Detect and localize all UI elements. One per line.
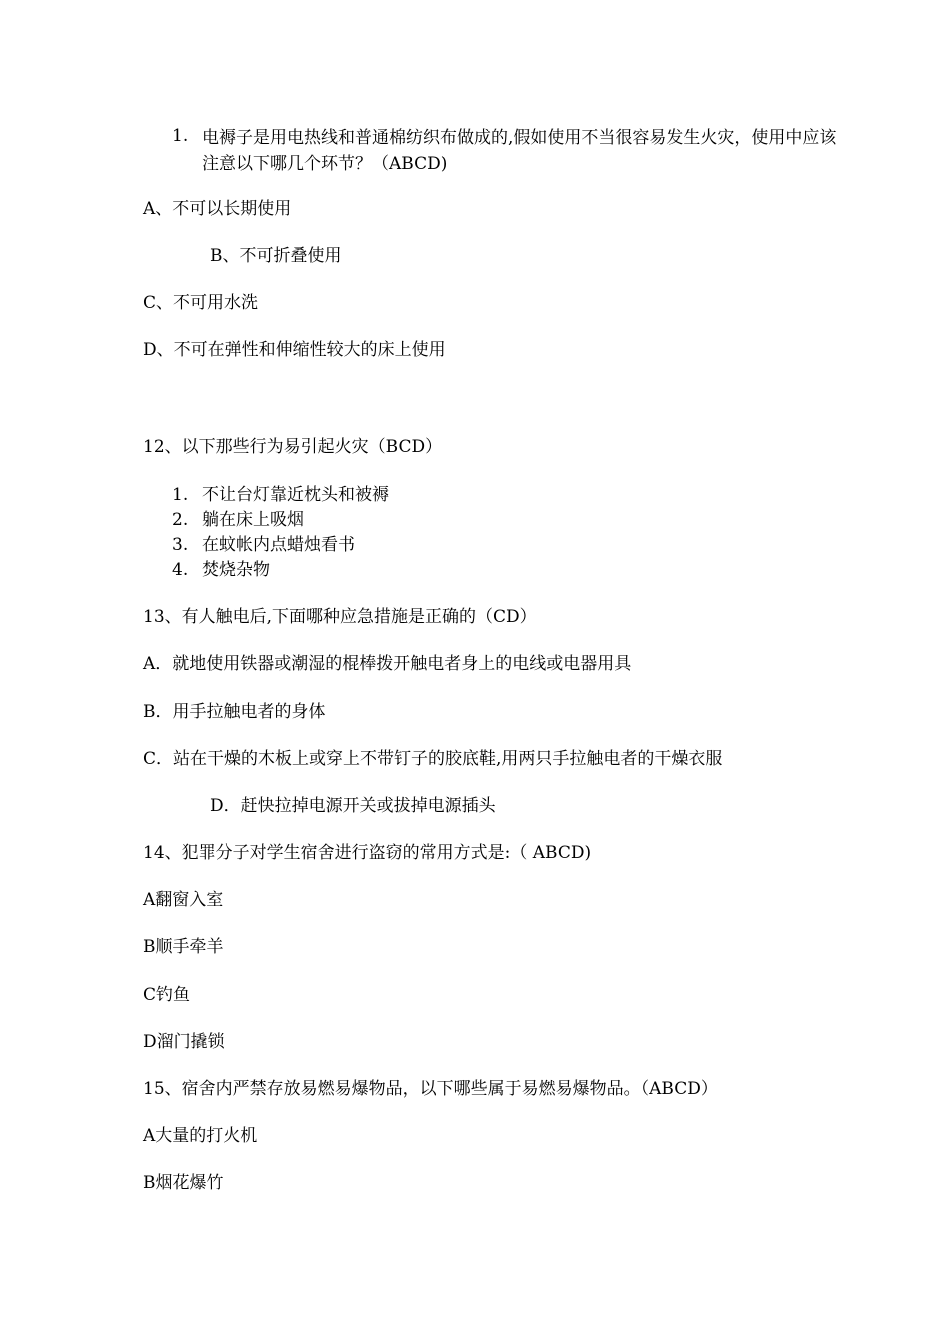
q15-option-b: B烟花爆竹 [143, 1173, 224, 1193]
q15-option-a: A大量的打火机 [143, 1126, 258, 1146]
q13-option-a: A．就地使用铁器或潮湿的棍棒拨开触电者身上的电线或电器用具 [143, 654, 632, 674]
q1-question-text: 电褥子是用电热线和普通棉纺织布做成的,假如使用不当很容易发生火灾，使用中应该注意以下哪几个环节？（ABCD) [202, 128, 837, 174]
list-item-number: 3. [172, 535, 189, 555]
list-item-number: 2. [172, 510, 189, 530]
q1-option-c: C、不可用水洗 [143, 293, 259, 313]
list-item-number: 1. [172, 485, 189, 505]
q1-option-a: A、不可以长期使用 [143, 199, 292, 219]
list-item-text: 在蚊帐内点蜡烛看书 [202, 535, 355, 555]
q14-option-a: A翻窗入室 [143, 890, 224, 910]
q14-option-b: B顺手牵羊 [143, 937, 224, 957]
list-item-text: 焚烧杂物 [202, 560, 270, 580]
q13-question-text: 13、有人触电后,下面哪种应急措施是正确的（CD） [143, 607, 537, 627]
q1-option-d: D、不可在弹性和伸缩性较大的床上使用 [143, 340, 446, 360]
list-item-text: 不让台灯靠近枕头和被褥 [202, 485, 389, 505]
q15-question-text: 15、宿舍内严禁存放易燃易爆物品，以下哪些属于易燃易爆物品。（ABCD） [143, 1079, 718, 1099]
q14-option-d: D溜门撬锁 [143, 1032, 225, 1052]
list-item-number: 4. [172, 560, 189, 580]
q13-option-c: C．站在干燥的木板上或穿上不带钉子的胶底鞋,用两只手拉触电者的干燥衣服 [143, 749, 723, 769]
q1-number: 1. [172, 126, 189, 146]
list-item-text: 躺在床上吸烟 [202, 510, 304, 530]
q14-option-c: C钓鱼 [143, 985, 191, 1005]
q12-question-text: 12、以下那些行为易引起火灾（BCD） [143, 437, 443, 457]
q14-question-text: 14、犯罪分子对学生宿舍进行盗窃的常用方式是:（ ABCD) [143, 843, 592, 863]
q1-option-b: B、不可折叠使用 [210, 246, 342, 266]
q13-option-b: B．用手拉触电者的身体 [143, 702, 326, 722]
q13-option-d: D．赶快拉掉电源开关或拔掉电源插头 [210, 796, 496, 816]
